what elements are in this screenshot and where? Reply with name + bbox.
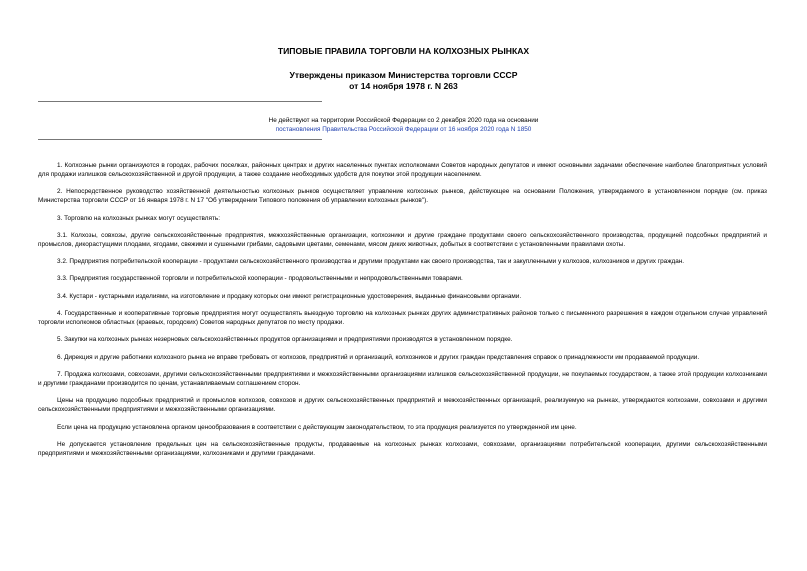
approval-line-1: Утверждены приказом Министерства торговли СССР xyxy=(289,70,518,80)
notice-text: Не действуют на территории Российской Федерации со 2 декабря 2020 года на основании xyxy=(268,117,539,124)
approval-line-2: от 14 ноября 1978 г. N 263 xyxy=(349,81,458,91)
divider-top xyxy=(38,101,322,102)
paragraph: 4. Государственные и кооперативные торговые предприятия могут осуществлять выездную торговлю на колхозных рынках других административных районов только с письменного разрешения в каждом отдельном случае управлений торговли исполкомов областных (краевых, городских) Советов народных депутатов по месту продажи. xyxy=(38,310,767,327)
paragraph: 3.4. Кустари - кустарными изделиями, на изготовление и продажу которых они имеют регистрационные удостоверения, выданные финансовыми органами. xyxy=(57,292,522,300)
paragraph: 1. Колхозные рынки организуются в городах, рабочих поселках, районных центрах и других населенных пунктах исполкомами Советов народных депутатов и имеют основными задачами обеспечение наиболее благоприятных условий для продажи излишков сельскохозяйственной и другой продукции, а также создание необходимых удобств для покупки этой продукции населением. xyxy=(38,162,767,178)
paragraph: 7. Продажа колхозами, совхозами, другими сельскохозяйственными предприятиями и межхозяйственными организациями излишков сельскохозяйственной продукции, не покупаемых государством, а также этой продукции колхозниками и другими гражданами производится по ценам, устанавливаемым соглашением сторон. xyxy=(38,370,767,387)
document-title: ТИПОВЫЕ ПРАВИЛА ТОРГОВЛИ НА КОЛХОЗНЫХ РЫНКАХ xyxy=(277,46,530,56)
paragraph: 3.1. Колхозы, совхозы, другие сельскохозяйственные предприятия, межхозяйственные организации, колхозники и другие граждане продуктами своего сельскохозяйственного производства, продукцией подсобных предприятий и промыслов, дикорастущими плодами, ягодами, свежими и сушеными грибами, садовыми цветами, семенами, мясом диких животных, добытых в соответствии с установленными правилами охоты. xyxy=(38,231,767,248)
paragraph: Цены на продукцию подсобных предприятий и промыслов колхозов, совхозов и других сельскохозяйственных предприятий и межхозяйственных организаций, реализуемую на рынках, утверждаются колхозами, совхозами и другими сельскохозяйственными предприятиями и межхозяйственными организациями. xyxy=(38,397,767,414)
paragraph: 3.2. Предприятия потребительской кооперации - продуктами сельскохозяйственного производства и другими продуктами как своего производства, так и закупленными у колхозов, колхозников и других граждан. xyxy=(57,258,685,266)
validity-notice xyxy=(0,116,807,134)
approval-info xyxy=(0,70,807,92)
paragraph: 5. Закупки на колхозных рынках незерновых сельскохозяйственных продуктов организациями и предприятиями производятся в установленном порядке. xyxy=(57,336,513,344)
paragraph: 2. Непосредственное руководство хозяйственной деятельностью колхозных рынков осуществляет управление колхозных рынков, действующее на основании Положения, утверждаемого в установленном порядке (см. приказ Министерства торговли СССР от 16 января 1978 г. N 17 "Об утверждении Типового положения об управлении колхозных рынков"). xyxy=(38,188,767,205)
paragraph: Не допускается установление предельных цен на сельскохозяйственные продукты, продаваемые на колхозных рынках колхозами, совхозами, организациями потребительской кооперации, другими сельскохозяйственными предприятиями и межхозяйственными организациями, колхозниками и другими гражданами. xyxy=(38,440,767,457)
paragraph: 3.3. Предприятия государственной торговли и потребительской кооперации - продовольственными и непродовольственными товарами. xyxy=(57,275,463,283)
document-body xyxy=(38,161,767,466)
notice-link[interactable]: постановления Правительства Российской Федерации от 16 ноября 2020 года N 1850 xyxy=(275,126,532,133)
paragraph: 3. Торговлю на колхозных рынках могут осуществлять: xyxy=(57,214,220,222)
paragraph: Если цена на продукцию установлена органом ценообразования в соответствии с действующим законодательством, то эта продукция реализуется по утвержденной им цене. xyxy=(57,423,577,431)
divider-bottom xyxy=(38,139,322,140)
paragraph: 6. Дирекция и другие работники колхозного рынка не вправе требовать от колхозов, предприятий и организаций, колхозников и других граждан представления справок о принадлежности им продаваемой продукции. xyxy=(57,353,700,361)
